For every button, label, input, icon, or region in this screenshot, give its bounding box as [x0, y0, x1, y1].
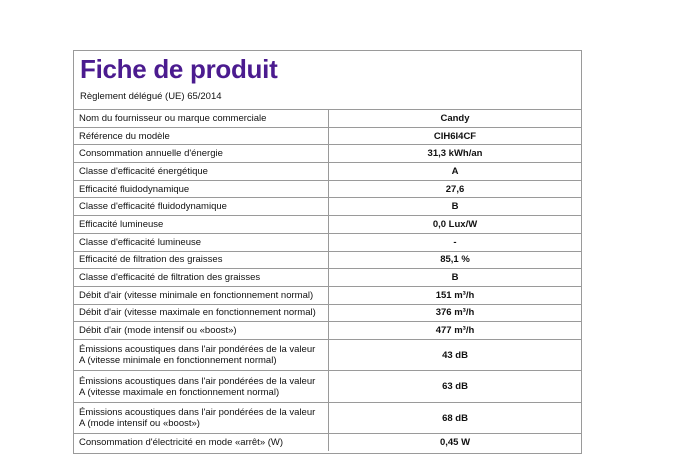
- row-label: Débit d'air (vitesse maximale en fonctionnement normal): [74, 304, 329, 322]
- row-value: 63 dB: [329, 371, 582, 403]
- table-row: [74, 163, 581, 181]
- table-row: [74, 434, 581, 451]
- row-value: A: [329, 163, 582, 181]
- product-sheet: [73, 50, 582, 454]
- row-label: Débit d'air (vitesse minimale en fonctionnement normal): [74, 286, 329, 304]
- table-row: [74, 286, 581, 304]
- row-value: 85,1 %: [329, 251, 582, 269]
- row-value: 31,3 kWh/an: [329, 145, 582, 163]
- row-label: Efficacité fluidodynamique: [74, 180, 329, 198]
- table-row: [74, 339, 581, 371]
- table-row: [74, 251, 581, 269]
- table-row: [74, 233, 581, 251]
- row-label: Référence du modèle: [74, 127, 329, 145]
- table-row: [74, 269, 581, 287]
- row-value: B: [329, 198, 582, 216]
- row-label: Efficacité lumineuse: [74, 216, 329, 234]
- row-value: 0,0 Lux/W: [329, 216, 582, 234]
- row-value: Candy: [329, 110, 582, 128]
- row-label: Classe d'efficacité lumineuse: [74, 233, 329, 251]
- table-row: [74, 198, 581, 216]
- row-value: CIH6I4CF: [329, 127, 582, 145]
- row-value: 68 dB: [329, 402, 582, 434]
- table-row: [74, 180, 581, 198]
- row-value: 376 m³/h: [329, 304, 582, 322]
- row-value: -: [329, 233, 582, 251]
- regulation-reference: Règlement délégué (UE) 65/2014: [80, 91, 222, 102]
- row-label: Classe d'efficacité de filtration des graisses: [74, 269, 329, 287]
- row-label: Débit d'air (mode intensif ou «boost»): [74, 322, 329, 340]
- product-table-body: [74, 110, 581, 452]
- table-row: [74, 371, 581, 403]
- row-label: Efficacité de filtration des graisses: [74, 251, 329, 269]
- row-value: 477 m³/h: [329, 322, 582, 340]
- row-value: 27,6: [329, 180, 582, 198]
- row-label: Nom du fournisseur ou marque commerciale: [74, 110, 329, 128]
- row-label: Émissions acoustiques dans l'air pondérées de la valeur A (mode intensif ou «boost»): [74, 402, 329, 434]
- row-label: Classe d'efficacité énergétique: [74, 163, 329, 181]
- table-row: [74, 322, 581, 340]
- row-value: 0,45 W: [329, 434, 582, 451]
- table-row: [74, 304, 581, 322]
- row-label: Émissions acoustiques dans l'air pondérées de la valeur A (vitesse minimale en fonctionnement normal): [74, 339, 329, 371]
- table-row: [74, 145, 581, 163]
- row-label: Consommation d'électricité en mode «arrêt» (W): [74, 434, 329, 451]
- table-row: [74, 402, 581, 434]
- table-row: [74, 216, 581, 234]
- row-label: Classe d'efficacité fluidodynamique: [74, 198, 329, 216]
- table-row: [74, 110, 581, 128]
- row-value: B: [329, 269, 582, 287]
- table-row: [74, 127, 581, 145]
- row-label: Consommation annuelle d'énergie: [74, 145, 329, 163]
- page-title: Fiche de produit: [80, 54, 278, 84]
- row-value: 151 m³/h: [329, 286, 582, 304]
- product-table: [74, 109, 581, 451]
- row-value: 43 dB: [329, 339, 582, 371]
- row-label: Émissions acoustiques dans l'air pondérées de la valeur A (vitesse maximale en fonctionnement normal): [74, 371, 329, 403]
